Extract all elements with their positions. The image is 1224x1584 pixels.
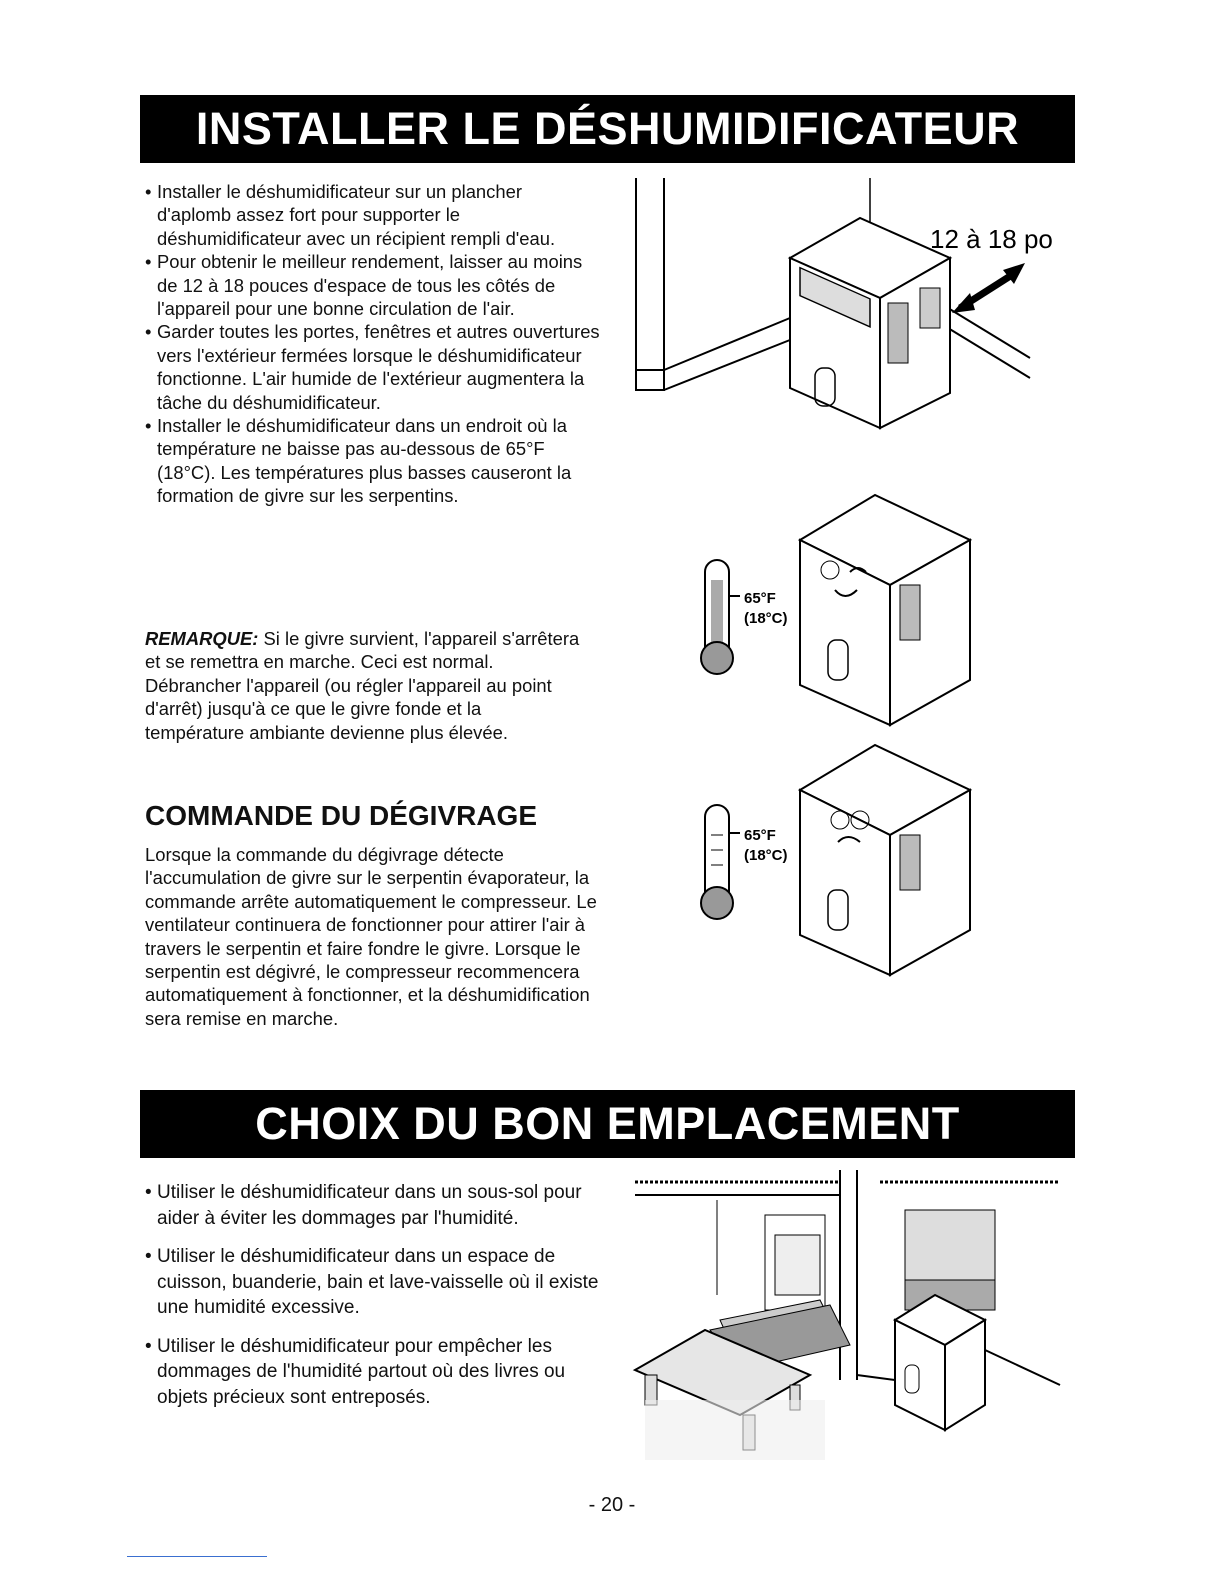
- list-item: • Installer le déshumidificateur sur un plancher d'aplomb assez fort pour supporter le déshumidificateur avec un récipient rempli d'eau.: [145, 180, 600, 250]
- section-title-location: CHOIX DU BON EMPLACEMENT: [140, 1090, 1075, 1158]
- thermometer-icon: [701, 560, 733, 674]
- temperature-c-label: (18°C): [744, 610, 788, 627]
- list-item: • Pour obtenir le meilleur rendement, laisser au moins de 12 à 18 pouces d'espace de tous les côtés de l'appareil pour une bonne circulation de l'air.: [145, 250, 600, 320]
- clearance-illustration: [630, 178, 1070, 448]
- page-number: - 20 -: [588, 1494, 636, 1516]
- defrost-paragraph: Lorsque la commande du dégivrage détecte l'accumulation de givre sur le serpentin évaporateur, la commande arrête automatiquement le compresseur. Le ventilateur continuera de fonctionner pour attirer l'air à travers le serpentin et faire fondre le givre. Lorsque le serpentin est dégivré, le compresseur recommencera automatiquement à fonctionner, et la déshumidification sera remise en marche.: [145, 844, 597, 1029]
- temperature-f-label: 65°F: [744, 827, 776, 844]
- note-paragraph: [145, 627, 585, 744]
- list-item: • Installer le déshumidificateur dans un endroit où la température ne baisse pas au-dessous de 65°F (18°C). Les températures plus basses causeront la formation de givre sur les serpentins.: [145, 414, 600, 508]
- happy-dehumidifier-unit: [800, 495, 970, 725]
- clearance-label: 12 à 18 po: [930, 224, 1053, 254]
- cold-temperature-illustration: [700, 740, 980, 985]
- thermometer-icon: [701, 805, 733, 919]
- location-bullet-list: [145, 1180, 600, 1423]
- install-bullet-list: [145, 180, 600, 508]
- basement-room-illustration: [625, 1170, 1065, 1470]
- dehumidifier-unit: [895, 1295, 985, 1430]
- temperature-c-label: (18°C): [744, 847, 788, 864]
- note-text: Si le givre survient, l'appareil s'arrêtera et se remettra en marche. Ceci est normal. Débrancher l'appareil (ou régler l'appareil au point d'arrêt) jusqu'à ce que le givre fonde et la température ambiante devienne plus élevée.: [145, 628, 580, 743]
- warm-temperature-illustration: [700, 490, 980, 735]
- sad-dehumidifier-unit: [800, 745, 970, 975]
- temperature-f-label: 65°F: [744, 590, 776, 607]
- clearance-arrow-icon: [952, 263, 1025, 313]
- list-item: • Utiliser le déshumidificateur dans un sous-sol pour aider à éviter les dommages par l'humidité.: [145, 1180, 600, 1231]
- list-item: • Garder toutes les portes, fenêtres et autres ouvertures vers l'extérieur fermées lorsque le déshumidificateur fonctionne. L'air humide de l'extérieur augmentera la tâche du déshumidificateur.: [145, 320, 600, 414]
- list-item: • Utiliser le déshumidificateur pour empêcher les dommages de l'humidité partout où des livres ou objets précieux sont entreposés.: [145, 1334, 600, 1411]
- section-title-install: INSTALLER LE DÉSHUMIDIFICATEUR: [140, 95, 1075, 163]
- list-item: • Utiliser le déshumidificateur dans un espace de cuisson, buanderie, bain et lave-vaisselle où il existe une humidité excessive.: [145, 1244, 600, 1321]
- defrost-heading: COMMANDE DU DÉGIVRAGE: [145, 800, 538, 831]
- divider: [127, 1556, 267, 1557]
- note-label: REMARQUE:: [145, 628, 259, 649]
